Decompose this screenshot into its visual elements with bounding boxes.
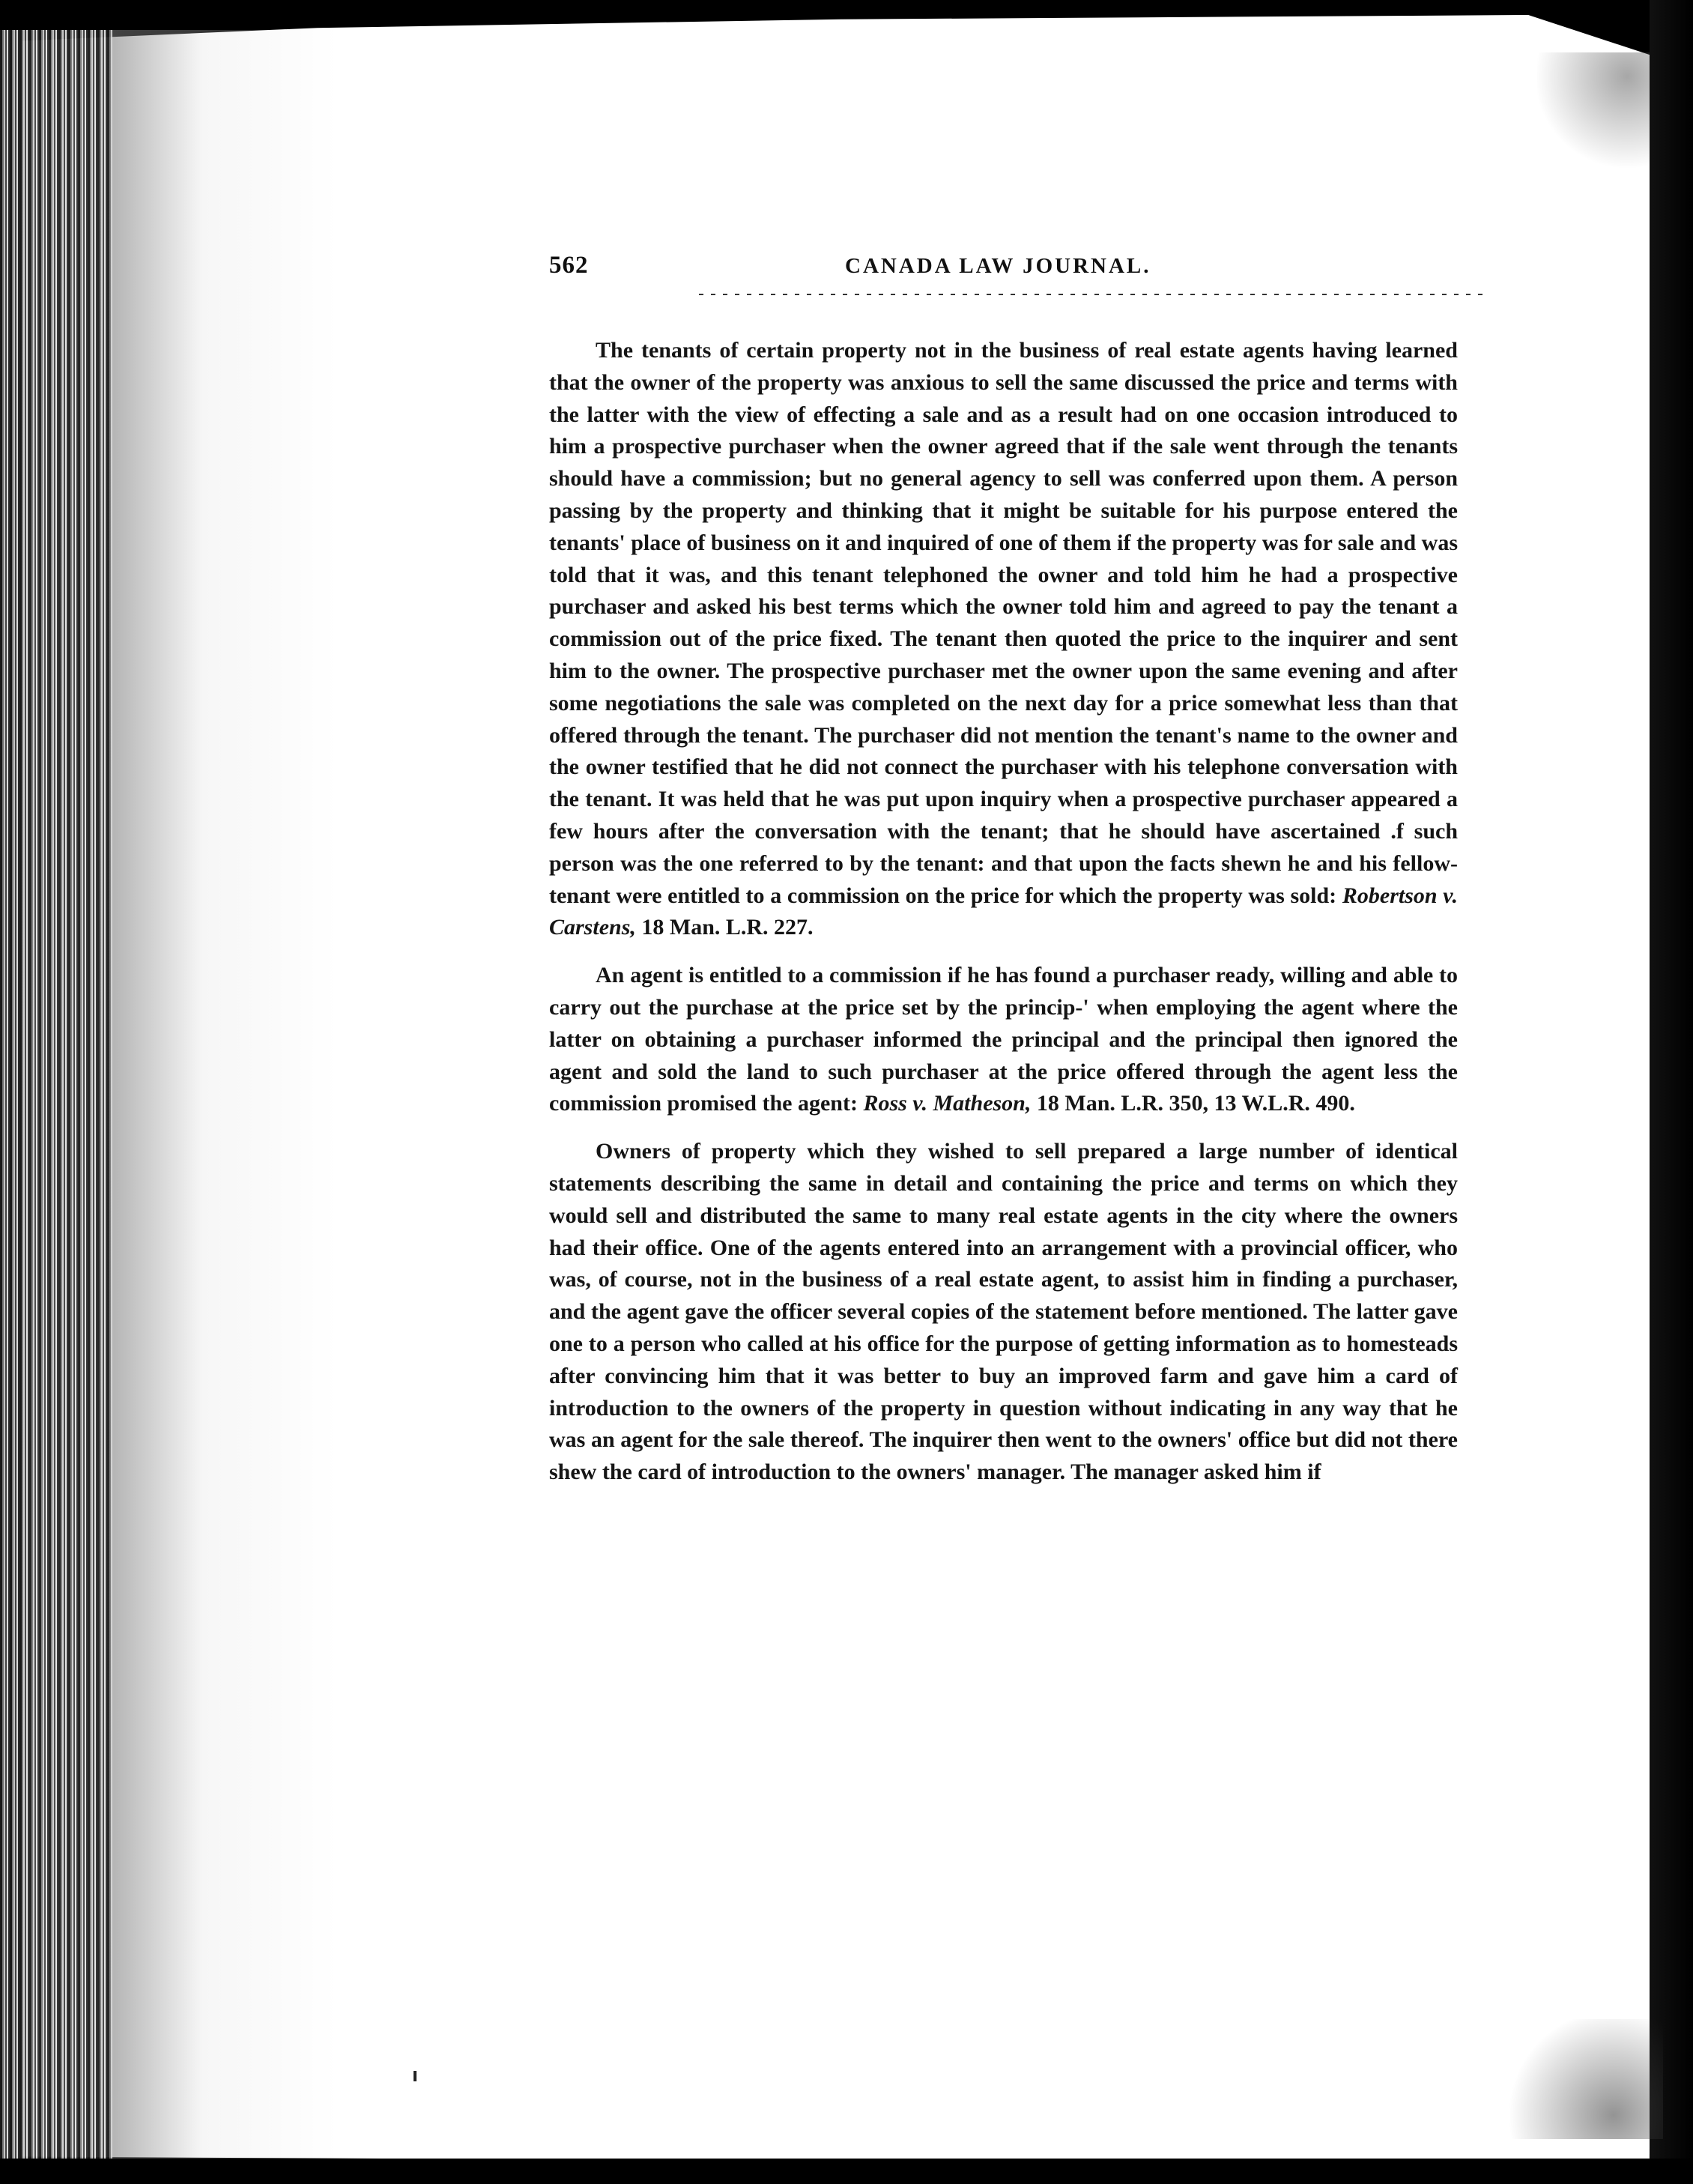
header-rule bbox=[699, 294, 1485, 295]
page-number: 562 bbox=[549, 252, 589, 279]
paragraph-2-text: An agent is entitled to a commission if he has found a purchaser ready, willing and able to carry out the purchase at the price set by the princip-' when employing the agent where the latter on obtaining a purchaser informed the principal and the principal then ignored the agent and sold the land to such purchaser at the price offered through the agent less the commission promised the agent: bbox=[549, 963, 1458, 1116]
case-citation: 18 Man. L.R. 227. bbox=[641, 915, 814, 940]
bottom-right-corner-shadow bbox=[1498, 2019, 1663, 2139]
running-head: CANADA LAW JOURNAL. bbox=[845, 254, 1151, 278]
paragraph-1-text: The tenants of certain property not in the business of real estate agents having learned that the owner of the property was anxious to sell the same discussed the price and terms with the latter with the view of effecting a sale and as a result had on one occasion introduced to him a prospective purchaser when the owner agreed that if the sale went through the tenants should have a commission; but no general agency to sell was conferred upon them. A person passing by the property and thinking that it might be suitable for his purpose entered the tenants' place of business on it and inquired of one of them if the property was for sale and was told that it was, and this tenant telephoned the owner and told him he had a prospective purchaser and asked his best terms which the owner told him and agreed to pay the tenant a commission out of the price fixed. The tenant then quoted the price to the inquirer and sent him to the owner. The prospective purchaser met the owner upon the same evening and after some negotiations the sale was completed on the next day for a price somewhat less than that offered through the tenant. The purchaser did not mention the tenant's name to the owner and the owner testified that he did not connect the purchaser with his telephone conversation with the tenant. It was held that he was put upon inquiry when a prospective purchaser appeared a few hours after the conversation with the tenant; that he should have ascertained .f such person was the one referred to by the tenant: and that upon the facts shewn he and his fellow-tenant were entitled to a commission on the price for which the property was sold: bbox=[549, 338, 1458, 908]
body-text bbox=[549, 335, 1458, 1504]
paragraph-3 bbox=[549, 1136, 1458, 1489]
paragraph-2 bbox=[549, 960, 1458, 1120]
gutter-shadow bbox=[112, 30, 337, 2173]
right-scan-border bbox=[1650, 0, 1693, 2184]
top-right-corner-shadow bbox=[1537, 52, 1650, 172]
case-citation: 18 Man. L.R. 350, 13 W.L.R. 490. bbox=[1036, 1091, 1355, 1116]
book-spine-gutter bbox=[0, 30, 112, 2173]
stray-ink-mark bbox=[414, 2071, 417, 2081]
bottom-scan-border bbox=[0, 2159, 1693, 2184]
paragraph-3-text: Owners of property which they wished to sell prepared a large number of identical statements describing the same in detail and containing the price and terms on which they would sell and distributed the same to many real estate agents in the city where the owners had their office. One of the agents entered into an arrangement with a provincial officer, who was, of course, not in the business of a real estate agent, to assist him in finding a purchaser, and the agent gave the officer several copies of the statement before mentioned. The latter gave one to a person who called at his office for the purpose of getting information as to homesteads after convincing him that it was better to buy an improved farm and gave him a card of introduction to the owners of the property in question without indicating in any way that he was an agent for the sale thereof. The inquirer then went to the owners' office but did not there shew the card of introduction to the owners' manager. The manager asked him if bbox=[549, 1139, 1458, 1485]
case-name: Robertson v. Carstens, bbox=[549, 883, 1458, 940]
paragraph-1 bbox=[549, 335, 1458, 944]
case-name: Ross v. Matheson, bbox=[863, 1091, 1032, 1116]
page-header bbox=[549, 252, 1484, 289]
